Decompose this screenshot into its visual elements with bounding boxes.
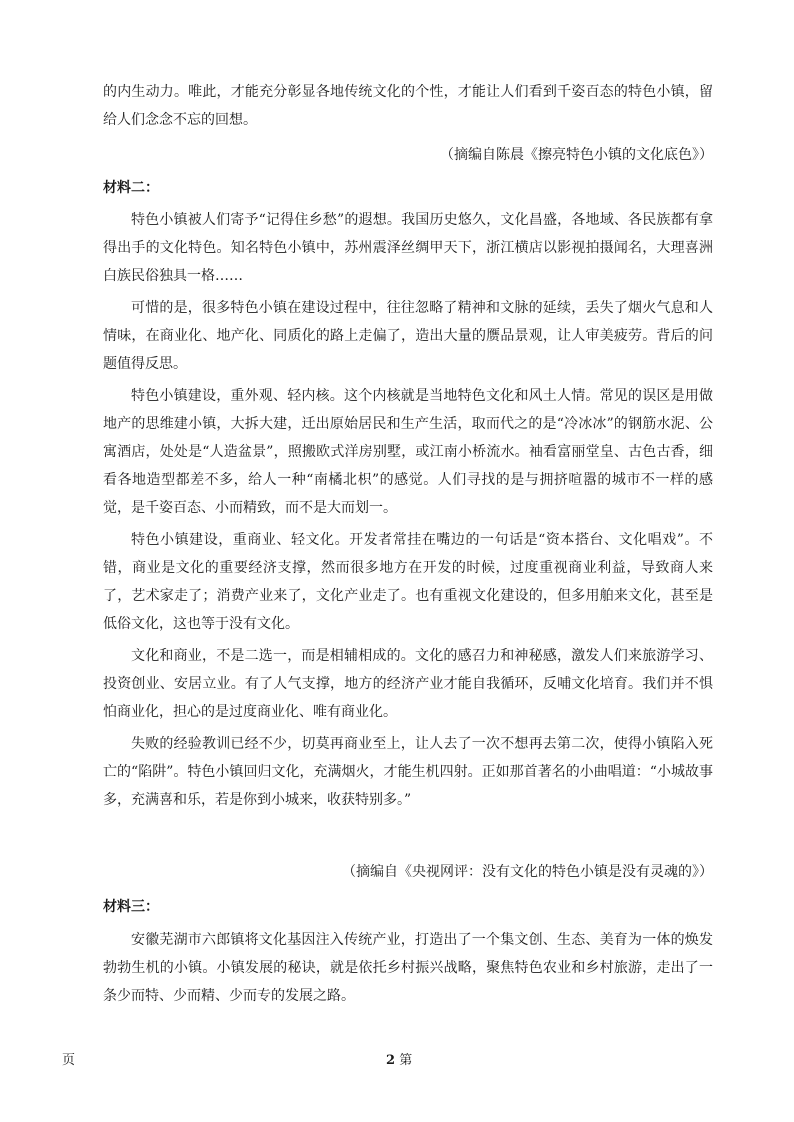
material2-paragraph-6: 失败的经验教训已经不少，切莫再商业至上，让人去了一次不想再去第二次，使得小镇陷入死亡的“陷阱”。特色小镇回归文化，充满烟火，才能生机四射。正如那首著名的小曲唱道：“小城故事多，充满喜和乐，若是你到小城来，收获特别多。”	[103, 736, 713, 808]
material2-source-citation: （摘编自《央视网评：没有文化的特色小镇是没有灵魂的》）	[342, 864, 713, 880]
material2-text-block	[103, 206, 713, 814]
material3-paragraph: 安徽芜湖市六郎镇将文化基因注入传统产业，打造出了一个集文创、生态、美育为一体的焕发勃勃生机的小镇。小镇发展的秘诀，就是依托乡村振兴战略，聚焦特色农业和乡村旅游，走出了一条少而特、少而精、少而专的发展之路。	[103, 932, 713, 1004]
material2-paragraph-3: 特色小镇建设，重外观、轻内核。这个内核就是当地特色文化和风土人情。常见的误区是用做地产的思维建小镇，大拆大建，迁出原始居民和生产生活，取而代之的是“冷冰冰”的钢筋水泥、公寓酒店，处处是“人造盆景”，照搬欧式洋房别墅，或江南小桥流水。袖看富丽堂皇、古色古香，细看各地造型都差不多，给人一种“南橘北枳”的感觉。人们寻找的是与拥挤喧嚣的城市不一样的感觉，是千姿百态、小而精致，而不是大而划一。	[103, 388, 713, 516]
page-number: 2	[386, 1053, 396, 1068]
material3-heading: 材料三：	[103, 899, 159, 915]
material2-heading: 材料二：	[103, 180, 159, 196]
material2-paragraph-5: 文化和商业，不是二选一，而是相辅相成的。文化的感召力和神秘感，激发人们来旅游学习、投资创业、安居立业。有了人气支撑，地方的经济产业才能自我循环，反哺文化培育。我们并不惧怕商业化，担心的是过度商业化、唯有商业化。	[103, 648, 713, 720]
page-number-suffix: 第	[399, 1053, 413, 1068]
material3-text-block	[103, 926, 713, 1010]
footer-page-label: 页	[62, 1053, 76, 1068]
footer-page-number	[386, 1052, 412, 1070]
material2-paragraph-4: 特色小镇建设，重商业、轻文化。开发者常挂在嘴边的一句话是“资本搭台、文化唱戏”。不错，商业是文化的重要经济支撑，然而很多地方在开发的时候，过度重视商业利益，导致商人来了，艺术家走了；消费产业来了，文化产业走了。也有重视文化建设的，但多用舶来文化，甚至是低俗文化，这也等于没有文化。	[103, 532, 713, 632]
intro-source-citation: （摘编自陈晨《擦亮特色小镇的文化底色》）	[440, 147, 713, 163]
material2-paragraph-2: 可惜的是，很多特色小镇在建设过程中，往往忽略了精神和文脉的延续，丢失了烟火气息和人情味，在商业化、地产化、同质化的路上走偏了，造出大量的赝品景观，让人审美疲劳。背后的问题值得反思。	[103, 300, 713, 372]
material2-paragraph-1: 特色小镇被人们寄予“记得住乡愁”的遐想。我国历史悠久，文化昌盛，各地域、各民族都有拿得出手的文化特色。知名特色小镇中，苏州震泽丝绸甲天下，浙江横店以影视拍摄闻名，大理喜洲白族民俗独具一格……	[103, 212, 713, 284]
intro-paragraph: 的内生动力。唯此，才能充分彰显各地传统文化的个性，才能让人们看到千姿百态的特色小镇，留给人们念念不忘的回想。	[103, 84, 713, 128]
intro-text-block	[103, 78, 713, 134]
